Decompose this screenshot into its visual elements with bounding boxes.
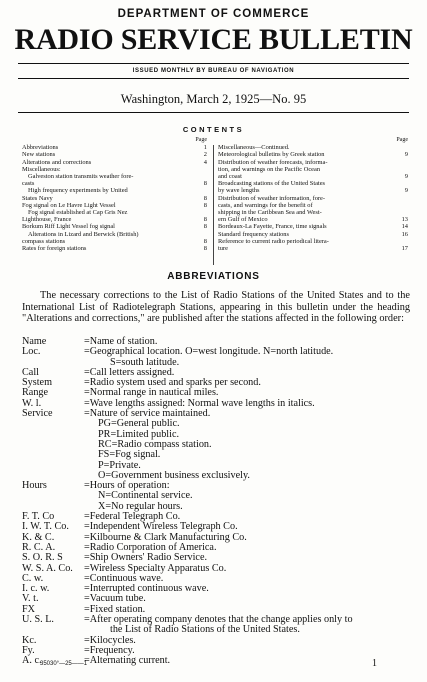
abbreviation-key: Call <box>22 366 39 378</box>
abbreviation-definition: =Name of station. <box>84 336 158 347</box>
contents-entry <box>22 187 207 194</box>
contents-entry <box>22 202 207 209</box>
contents-entry-page: 1 <box>203 144 207 152</box>
abbreviation-definition: =Geographical location. O=west longitude. N=north latitude. <box>84 346 334 358</box>
abbreviation-definition: =Radio Corporation of America. <box>84 541 217 553</box>
abbreviation-key: Fy. <box>22 644 35 656</box>
contents-entry-text: Borkum Riff Light Vessel fog signal <box>22 223 115 231</box>
abbreviation-definition: =Interrupted continuous wave. <box>84 583 209 595</box>
contents-entry-text: shipping in the Caribbean Sea and West- <box>218 209 322 217</box>
contents-entry <box>218 166 408 173</box>
contents-entry-text: Lighthouse, France <box>22 216 72 224</box>
abbreviation-definition: X=No regular hours. <box>98 500 183 512</box>
contents-entry-text: ture <box>218 245 228 253</box>
contents-entry-page: 8 <box>203 201 207 209</box>
abbreviation-row <box>22 347 417 357</box>
contents-entry <box>22 216 207 223</box>
abbreviation-row <box>22 502 417 512</box>
abbreviation-row <box>22 409 417 419</box>
abbreviation-definition: the List of Radio Stations of the United States. <box>110 624 300 636</box>
contents-entry-text: Distribution of weather information, fore- <box>218 194 326 202</box>
contents-entry-page: 9 <box>404 173 408 181</box>
abbreviation-definition: FS=Fog signal. <box>98 449 161 461</box>
contents-entry-page: 13 <box>401 216 408 224</box>
abbreviation-definition: =Wireless Specialty Apparatus Co. <box>84 562 227 574</box>
abbreviation-row <box>22 646 417 656</box>
contents-entry-text: New stations <box>22 151 56 159</box>
abbreviation-row <box>22 636 417 646</box>
abbreviation-key: Kc. <box>22 634 37 646</box>
abbreviation-definition: =Continuous wave. <box>84 572 164 584</box>
abbreviation-definition: N=Continental service. <box>98 490 193 502</box>
abbreviation-definition: O=Government business exclusively. <box>98 469 250 481</box>
abbreviation-key: Hours <box>22 480 47 492</box>
contents-entry-text: casts, and warnings for the benefit of <box>218 201 313 209</box>
contents-entry <box>22 238 207 245</box>
intro-paragraph: The necessary corrections to the List of Radio Stations of the United States and to the International List of Radiotelegraph Stations, appearing in this bulletin under the heading "Alterations and corrections," are published after the stations affected in the following order: <box>22 290 410 325</box>
contents-entry <box>218 202 408 209</box>
abbreviation-row <box>22 419 417 429</box>
abbreviation-row <box>22 358 417 368</box>
page-column-label: Page <box>396 137 408 143</box>
contents-entry <box>218 144 408 151</box>
contents-entry <box>22 195 207 202</box>
issued-line: ISSUED MONTHLY BY BUREAU OF NAVIGATION <box>132 68 295 74</box>
contents-entry-page: 2 <box>203 151 207 159</box>
abbreviation-key: C. w. <box>22 572 44 584</box>
abbreviation-definition: =Call letters assigned. <box>84 366 175 378</box>
abbreviation-row <box>22 584 417 594</box>
contents-entry-page: 14 <box>401 223 408 231</box>
abbreviation-row <box>22 543 417 553</box>
contents-entry <box>22 144 207 151</box>
contents-entry <box>218 238 408 245</box>
abbreviation-key: W. S. A. Co. <box>22 562 73 574</box>
contents-entry-text: Abbreviations <box>22 144 59 152</box>
contents-entry-text: ern Gulf of Mexico <box>218 216 268 224</box>
abbreviation-key: W. l. <box>22 397 42 409</box>
abbreviations-intro <box>22 290 410 325</box>
abbreviation-key: K. & C. <box>22 531 55 543</box>
abbreviation-definition: =Vacuum tube. <box>84 593 146 605</box>
abbreviation-definition: =Wave lengths assigned: Normal wave lengths in italics. <box>84 397 315 409</box>
abbreviation-definition: RC=Radio compass station. <box>98 438 212 450</box>
contents-entry-text: Rates for foreign stations <box>22 245 87 253</box>
contents-entry <box>218 180 408 187</box>
abbreviation-row <box>22 430 417 440</box>
abbreviations-heading: ABBREVIATIONS <box>167 271 260 282</box>
abbreviation-row <box>22 574 417 584</box>
abbreviation-definition: =After operating company denotes that the change applies only to <box>84 614 353 626</box>
contents-entry-page: 8 <box>203 194 207 202</box>
contents-entry-text: High frequency experiments by United <box>28 187 128 195</box>
abbreviation-definition: =Federal Telegraph Co. <box>84 511 181 523</box>
contents-entry <box>22 151 207 158</box>
contents-left-column <box>22 137 207 252</box>
contents-entry <box>22 173 207 180</box>
abbreviation-row <box>22 440 417 450</box>
contents-entry <box>218 209 408 216</box>
contents-entry-page: 17 <box>401 245 408 253</box>
abbreviation-key: F. T. Co <box>22 511 55 523</box>
contents-entry-text: Miscellaneous—Continued. <box>218 144 290 152</box>
contents-entry-text: casts <box>22 180 35 188</box>
abbreviation-key: System <box>22 377 53 389</box>
abbreviation-key: U. S. L. <box>22 614 54 626</box>
contents-entry-text: Alterations in Lizard and Berwick (British) <box>28 230 139 238</box>
contents-entry <box>218 195 408 202</box>
contents-entry-text: Distribution of weather forecasts, informa- <box>218 158 328 166</box>
contents-entry-page: 9 <box>404 187 408 195</box>
department-heading: DEPARTMENT OF COMMERCE <box>117 8 310 20</box>
abbreviation-row <box>22 553 417 563</box>
contents-entry-text: Bordeaux-La Fayette, France, time signals <box>218 223 327 231</box>
abbreviation-key: FX <box>22 603 36 615</box>
contents-entry-text: Fog signal on Le Havre Light Vessel <box>22 201 116 209</box>
contents-entry <box>218 173 408 180</box>
title-rule-top <box>18 63 409 64</box>
contents-entry <box>218 159 408 166</box>
abbreviation-row <box>22 594 417 604</box>
contents-entry <box>218 223 408 230</box>
contents-entry-text: by wave lengths <box>218 187 260 195</box>
abbreviation-key: R. C. A. <box>22 541 56 553</box>
contents-entry <box>22 159 207 166</box>
contents-entry-page: 8 <box>203 223 207 231</box>
abbreviation-definition: PR=Limited public. <box>98 428 180 440</box>
contents-entry-page: 8 <box>203 245 207 253</box>
abbreviation-key: Service <box>22 408 53 420</box>
abbreviation-definition: =Ship Owners' Radio Service. <box>84 552 208 564</box>
abbreviation-definition: =Normal range in nautical miles. <box>84 387 219 399</box>
dateline-rule <box>18 112 409 113</box>
contents-entry-text: tion, and warnings on the Pacific Ocean <box>218 165 321 173</box>
contents-entry-text: compass stations <box>22 237 66 245</box>
contents-entry <box>22 209 207 216</box>
abbreviation-key: Name <box>22 336 47 347</box>
abbreviation-key: I. W. T. Co. <box>22 521 69 533</box>
contents-heading: CONTENTS <box>182 125 245 134</box>
abbreviation-definition: =Kilbourne & Clark Manufacturing Co. <box>84 531 247 543</box>
abbreviations-list <box>22 337 417 667</box>
abbreviation-definition: =Fixed station. <box>84 603 146 615</box>
abbreviation-row <box>22 471 417 481</box>
abbreviation-definition: S=south latitude. <box>110 356 180 368</box>
contents-entry <box>22 245 207 252</box>
contents-entry <box>218 231 408 238</box>
abbreviation-row <box>22 481 417 491</box>
contents-entry-text: Fog signal established at Cap Gris Nez <box>28 209 128 217</box>
contents-divider <box>213 145 214 265</box>
contents-entry-page: 4 <box>203 158 207 166</box>
abbreviation-key: Loc. <box>22 346 41 358</box>
contents-entry <box>22 231 207 238</box>
abbreviation-definition: =Radio system used and sparks per second. <box>84 377 261 389</box>
contents-entry-text: Miscellaneous: <box>22 165 61 173</box>
contents-entry <box>22 223 207 230</box>
abbreviation-row <box>22 533 417 543</box>
abbreviation-definition: =Nature of service maintained. <box>84 408 211 420</box>
abbreviation-definition: =Alternating current. <box>84 655 171 667</box>
abbreviation-definition: =Independent Wireless Telegraph Co. <box>84 521 238 533</box>
contents-entry-page: 8 <box>203 180 207 188</box>
contents-entry-text: and coast <box>218 173 242 181</box>
contents-entry-text: Broadcasting stations of the United States <box>218 180 326 188</box>
abbreviation-row <box>22 450 417 460</box>
abbreviation-definition: PG=General public. <box>98 418 180 430</box>
title-rule-bottom <box>18 78 409 79</box>
contents-entry-text: Meteorological bulletins by Greek station <box>218 151 325 159</box>
abbreviation-definition: =Hours of operation: <box>84 480 170 492</box>
contents-entry <box>218 187 408 194</box>
abbreviation-row <box>22 399 417 409</box>
contents-entry-page: 16 <box>401 230 408 238</box>
contents-entry-text: Alterations and corrections <box>22 158 92 166</box>
bulletin-title: RADIO SERVICE BULLETIN <box>14 23 413 56</box>
abbreviation-key: Range <box>22 387 49 399</box>
abbreviation-row <box>22 625 417 635</box>
contents-entry-text: States Navy <box>22 194 53 202</box>
abbreviation-definition: P=Private. <box>98 459 141 471</box>
contents-entry-text: Reference to current radio periodical litera- <box>218 237 329 245</box>
abbreviation-row <box>22 564 417 574</box>
contents-entry-page: 9 <box>404 151 408 159</box>
contents-entry <box>218 245 408 252</box>
page-column-label: Page <box>195 137 207 143</box>
print-code: 35030°—25——1 <box>40 661 88 667</box>
contents-entry-text: Standard frequency stations <box>218 230 289 238</box>
contents-entry <box>22 180 207 187</box>
abbreviation-row <box>22 378 417 388</box>
abbreviation-key: A. c. <box>22 655 42 667</box>
abbreviation-key: V. t. <box>22 593 39 605</box>
contents-right-column <box>218 137 408 252</box>
contents-entry-page: 8 <box>203 237 207 245</box>
contents-entry <box>218 151 408 158</box>
abbreviation-definition: =Frequency. <box>84 644 135 656</box>
page-number: 1 <box>372 658 377 669</box>
dateline: Washington, March 2, 1925—No. 95 <box>120 92 307 106</box>
contents-entry <box>218 216 408 223</box>
abbreviation-key: I. c. w. <box>22 583 50 595</box>
abbreviation-key: S. O. R. S <box>22 552 63 564</box>
contents-entry-page: 8 <box>203 216 207 224</box>
abbreviation-row <box>22 491 417 501</box>
abbreviation-definition: =Kilocycles. <box>84 634 136 646</box>
contents-entry <box>22 166 207 173</box>
contents-entry-text: Galveston station transmits weather fore- <box>28 173 134 181</box>
